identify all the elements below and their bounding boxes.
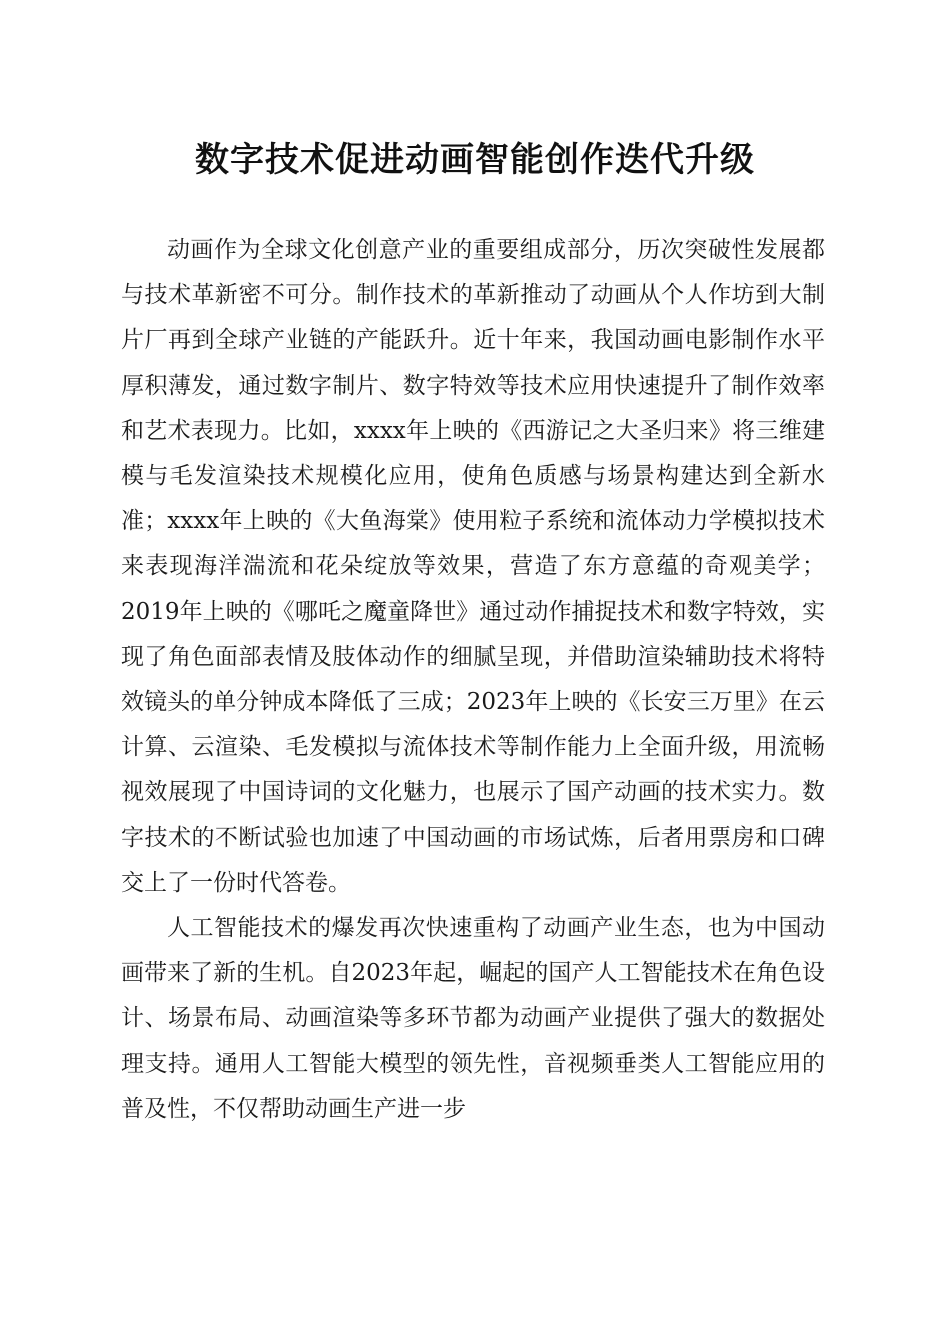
paragraph-2: 人工智能技术的爆发再次快速重构了动画产业生态，也为中国动画带来了新的生机。自2023年起，崛起的国产人工智能技术在角色设计、场景布局、动画渲染等多环节都为动画产业提供了强大的数据处理支持。通用人工智能大模型的领先性，音视频垂类人工智能应用的普及性，不仅帮助动画生产进一步 <box>121 915 825 1122</box>
document-title: 数字技术促进动画智能创作迭代升级 <box>195 140 755 180</box>
document-body <box>121 228 825 1132</box>
paragraph-1: 动画作为全球文化创意产业的重要组成部分，历次突破性发展都与技术革新密不可分。制作技术的革新推动了动画从个人作坊到大制片厂再到全球产业链的产能跃升。近十年来，我国动画电影制作水平厚积薄发，通过数字制片、数字特效等技术应用快速提升了制作效率和艺术表现力。比如，xxxx年上映的《西游记之大圣归来》将三维建模与毛发渲染技术规模化应用，使角色质感与场景构建达到全新水准；xxxx年上映的《大鱼海棠》使用粒子系统和流体动力学模拟技术来表现海洋湍流和花朵绽放等效果，营造了东方意蕴的奇观美学；2019年上映的《哪吒之魔童降世》通过动作捕捉技术和数字特效，实现了角色面部表情及肢体动作的细腻呈现，并借助渲染辅助技术将特效镜头的单分钟成本降低了三成；2023年上映的《长安三万里》在云计算、云渲染、毛发模拟与流体技术等制作能力上全面升级，用流畅视效展现了中国诗词的文化魅力，也展示了国产动画的技术实力。数字技术的不断试验也加速了中国动画的市场试炼，后者用票房和口碑交上了一份时代答卷。 <box>121 237 825 896</box>
